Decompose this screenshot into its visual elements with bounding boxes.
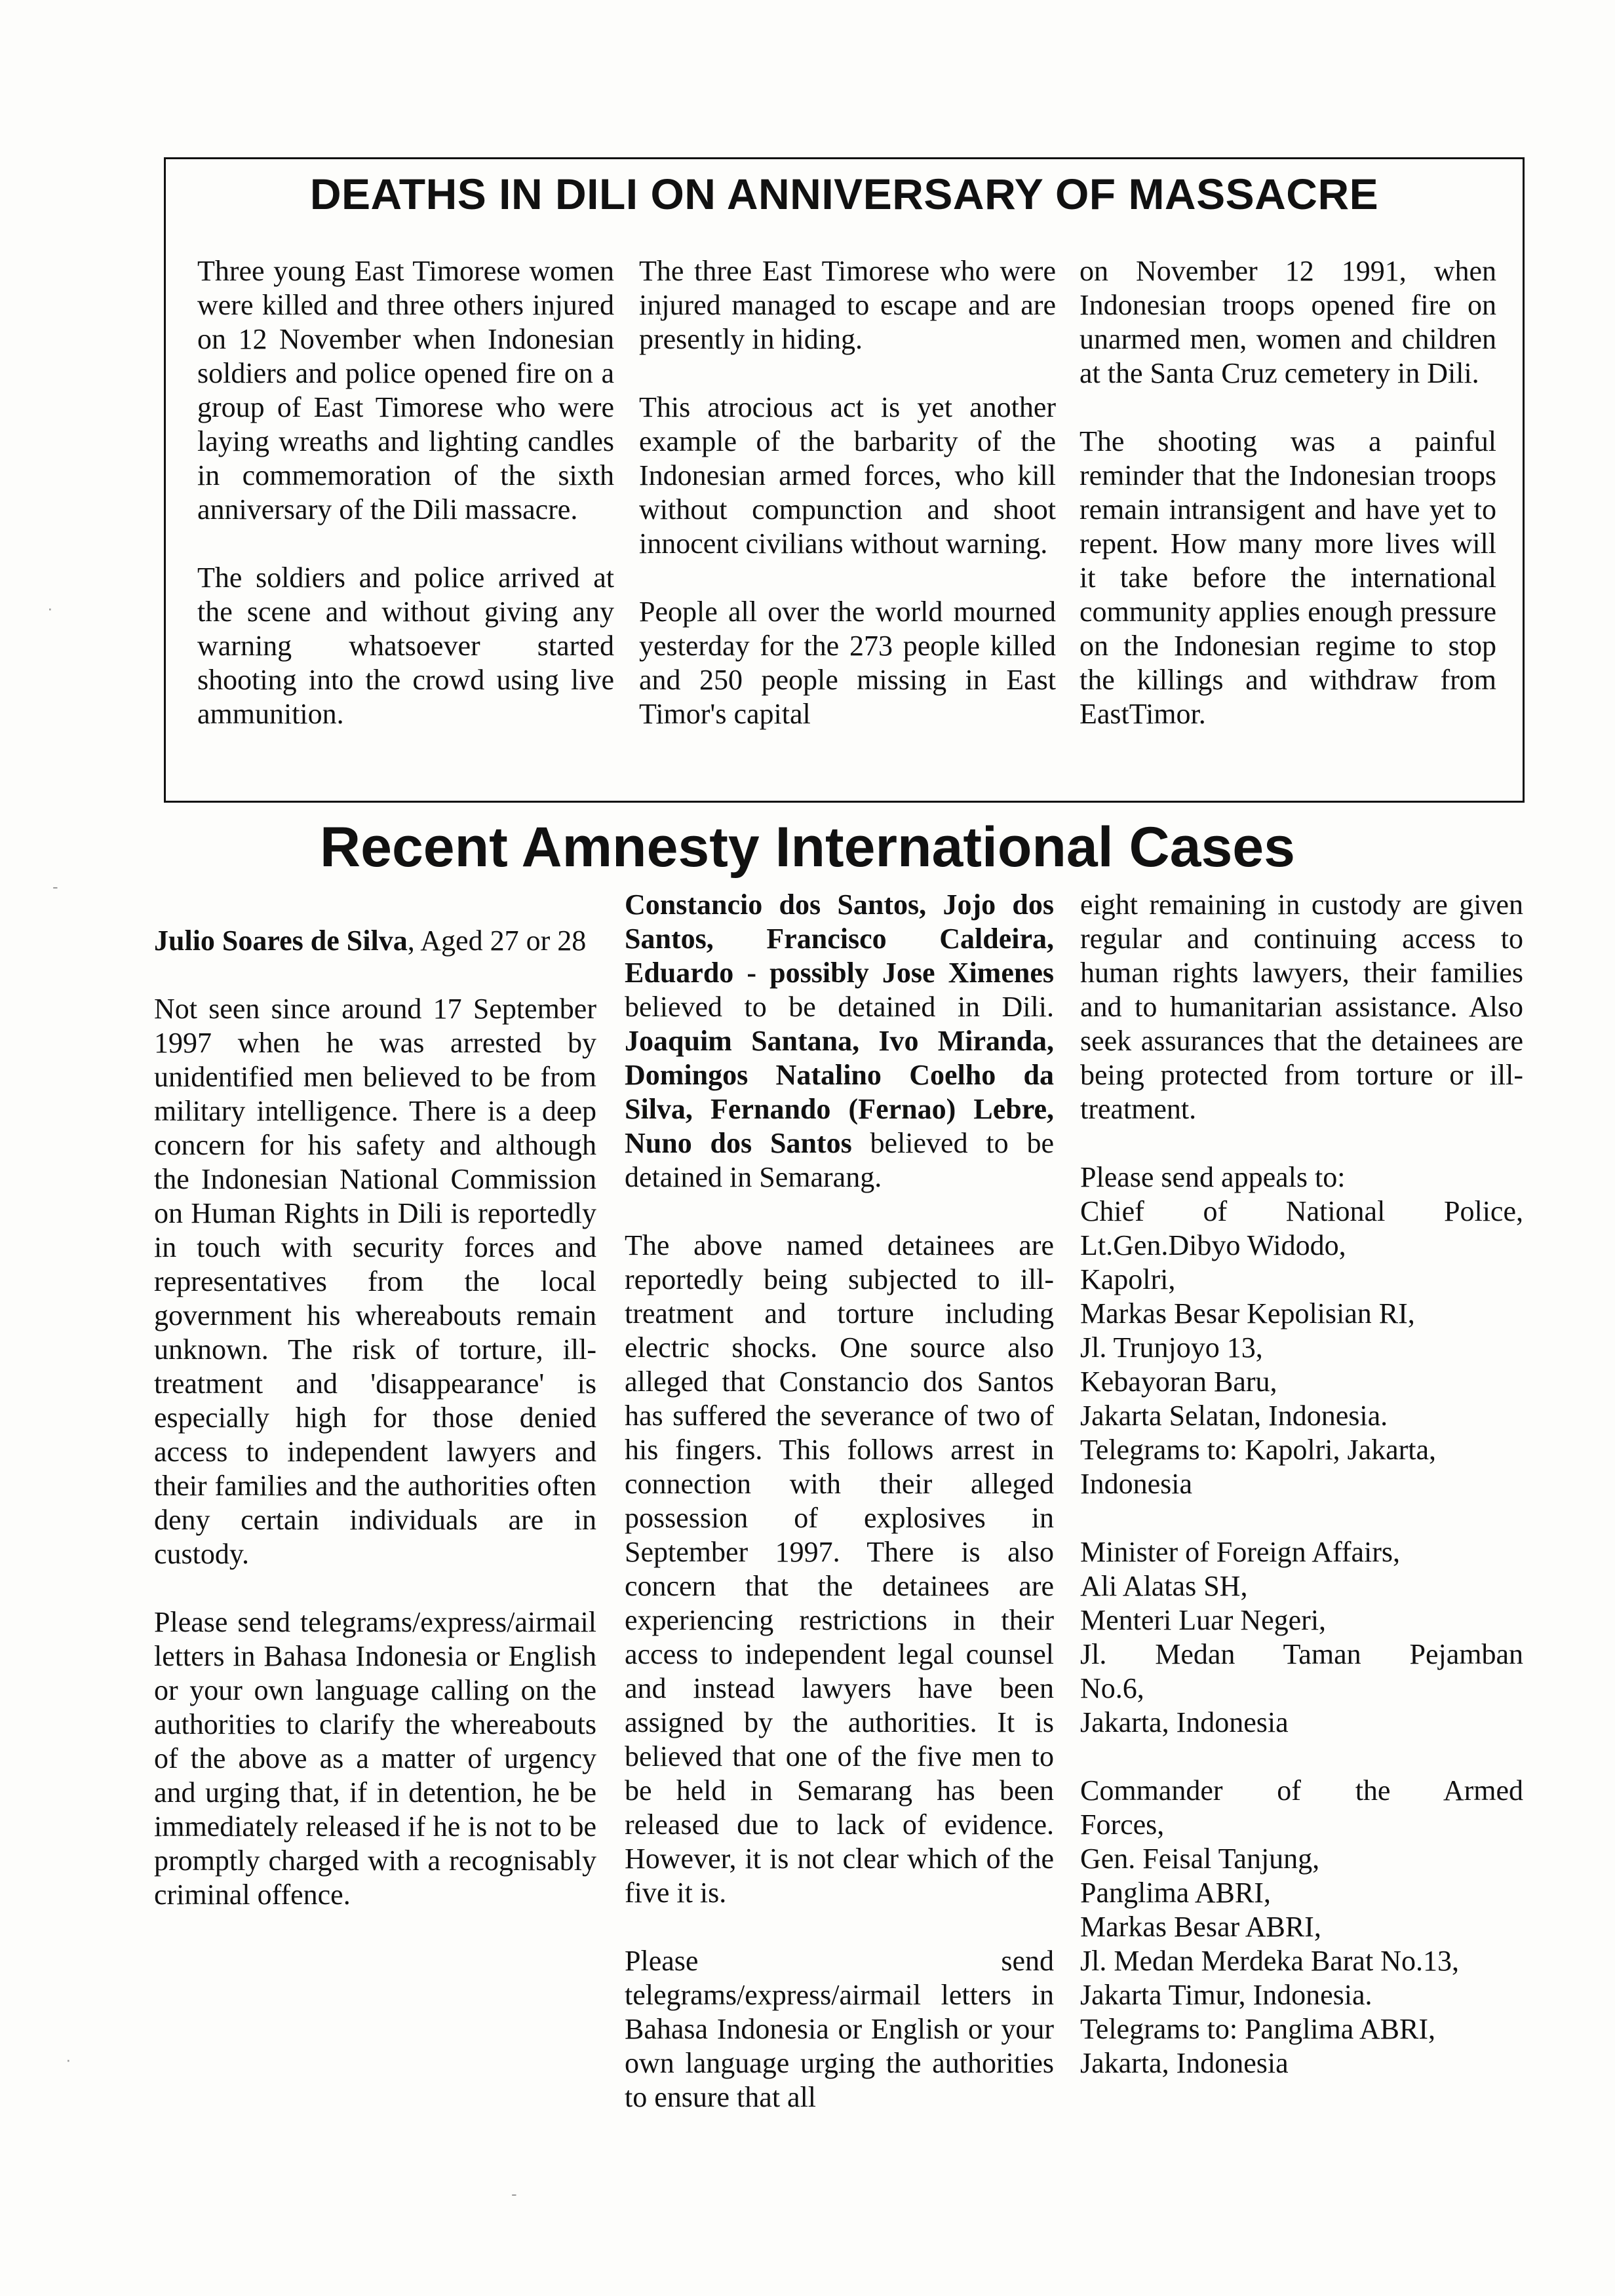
news-box xyxy=(164,157,1525,803)
address-line: Telegrams to: Panglima ABRI, xyxy=(1080,2013,1435,2045)
address-line: Lt.Gen.Dibyo Widodo, xyxy=(1080,1229,1346,1261)
address-line: Gen. Feisal Tanjung, xyxy=(1080,1843,1320,1875)
box-column-3 xyxy=(1080,254,1496,731)
scan-speck: - xyxy=(511,2184,517,2204)
address-line: Markas Besar ABRI, xyxy=(1080,1911,1321,1943)
box-column-1 xyxy=(197,254,614,731)
address-line: Jl. Medan Taman Pejamban xyxy=(1080,1638,1523,1670)
address-line: Kapolri, xyxy=(1080,1263,1176,1295)
case-name: Julio Soares de Silva xyxy=(154,925,408,957)
paragraph: The above named detainees are reportedly being subjected to ill-treatment and torture including electric shocks. One source also alleged that Constancio dos Santos has suffered the severance of two of his fingers. This follows arrest in connection with their alleged possession of explosives in September 1997. There is also concern that the detainees are experiencing restrictions in their access to independent legal counsel and instead lawyers have been assigned by the authorities. It is believed that one of the five men to be held in Semarang has been released due to lack of evidence. However, it is not clear which of the five it is. xyxy=(625,1229,1054,1909)
paragraph: People all over the world mourned yesterday for the 273 people killed and 250 people missing in East Timor's capital xyxy=(639,596,1056,730)
address-line: Jl. Trunjoyo 13, xyxy=(1080,1331,1263,1364)
paragraph: The three East Timorese who were injured managed to escape and are presently in hiding. xyxy=(639,255,1056,355)
appeals-block xyxy=(1080,1160,1523,1501)
paragraph: eight remaining in custody are given regular and continuing access to human rights lawyers, their families and to humanitarian assistance. Also seek assurances that the detainees are being protected from torture or ill-treatment. xyxy=(1080,889,1523,1125)
address-line: Jakarta, Indonesia xyxy=(1080,2047,1289,2079)
address-line: Telegrams to: Kapolri, Jakarta, xyxy=(1080,1434,1437,1466)
detainee-location-dili: believed to be detained in Dili. xyxy=(625,991,1054,1023)
section-title: Recent Amnesty International Cases xyxy=(320,816,1295,879)
appeals-intro: Please send appeals to: xyxy=(1080,1161,1346,1193)
scan-speck: - xyxy=(52,877,58,896)
address-line: Jakarta Timur, Indonesia. xyxy=(1080,1979,1372,2011)
address-line: Jakarta, Indonesia xyxy=(1080,1706,1289,1738)
address-line: Markas Besar Kepolisian RI, xyxy=(1080,1297,1415,1330)
address-block xyxy=(1080,1774,1523,2080)
address-line: Forces, xyxy=(1080,1808,1165,1841)
detainee-names-semarang: Joaquim Santana, Ivo Miranda, Domingos Natalino Coelho da Silva, Fernando (Fernao) Lebre, Nuno dos Santos xyxy=(625,1025,1054,1159)
address-line: Minister of Foreign Affairs, xyxy=(1080,1536,1401,1568)
address-line: Kebayoran Baru, xyxy=(1080,1366,1277,1398)
address-line: Panglima ABRI, xyxy=(1080,1877,1271,1909)
case-heading xyxy=(154,924,596,958)
box-column-2 xyxy=(639,254,1056,731)
paragraph: on November 12 1991, when Indonesian troops opened fire on unarmed men, women and children at the Santa Cruz cemetery in Dili. xyxy=(1080,255,1496,389)
cases-column-2 xyxy=(625,888,1054,2114)
paragraph: The shooting was a painful reminder that the Indonesian troops remain intransigent and have yet to repent. How many more lives will it take before the international community applies enough pressure on the Indonesian regime to stop the killings and withdraw from EastTimor. xyxy=(1080,425,1496,730)
detainee-list xyxy=(625,888,1054,1195)
address-line: No.6, xyxy=(1080,1672,1144,1704)
paragraph: Please send telegrams/express/airmail letters in Bahasa Indonesia or English or your own language urging the authorities to ensure that all xyxy=(625,1945,1054,2113)
scan-speck: · xyxy=(66,2050,71,2069)
detainee-names-dili: Constancio dos Santos, Jojo dos Santos, Francisco Caldeira, Eduardo - possibly Jose Ximenes xyxy=(625,889,1054,989)
address-line: Commander of the Armed xyxy=(1080,1774,1523,1807)
paragraph: This atrocious act is yet another example of the barbarity of the Indonesian armed forces, who kill without compunction and shoot innocent civilians without warning. xyxy=(639,391,1056,560)
cases-column-3 xyxy=(1080,888,1523,2080)
address-line: Jl. Medan Merdeka Barat No.13, xyxy=(1080,1945,1459,1977)
scan-speck: · xyxy=(47,598,53,618)
paragraph: Not seen since around 17 September 1997 when he was arrested by unidentified men believed to be from military intelligence. There is a deep concern for his safety and although the Indonesian National Commission on Human Rights in Dili is reportedly in touch with security forces and representatives from the local government his whereabouts remain unknown. The risk of torture, ill-treatment and 'disappearance' is especially high for those denied access to independent lawyers and their families and the authorities often deny certain individuals are in custody. xyxy=(154,993,596,1570)
cases-column-1 xyxy=(154,924,596,1912)
case-age: , Aged 27 or 28 xyxy=(407,925,587,957)
address-line: Indonesia xyxy=(1080,1468,1193,1500)
address-line: Jakarta Selatan, Indonesia. xyxy=(1080,1400,1388,1432)
address-line: Ali Alatas SH, xyxy=(1080,1570,1248,1602)
address-block xyxy=(1080,1535,1523,1740)
box-headline: DEATHS IN DILI ON ANNIVERSARY OF MASSACRE xyxy=(309,170,1379,218)
paragraph: Please send telegrams/express/airmail letters in Bahasa Indonesia or English or your own language calling on the authorities to clarify the whereabouts of the above as a matter of urgency and urging that, if in detention, he be immediately released if he is not to be promptly charged with a recognisably criminal offence. xyxy=(154,1606,596,1911)
address-line: Chief of National Police, xyxy=(1080,1195,1523,1227)
paragraph: The soldiers and police arrived at the scene and without giving any warning whatsoever started shooting into the crowd using live ammunition. xyxy=(197,562,614,730)
address-line: Menteri Luar Negeri, xyxy=(1080,1604,1327,1636)
paragraph: Three young East Timorese women were killed and three others injured on 12 November when Indonesian soldiers and police opened fire on a group of East Timorese who were laying wreaths and lighting candles in commemoration of the sixth anniversary of the Dili massacre. xyxy=(197,255,614,526)
detainee-location-semarang: believed to be detained in Semarang. xyxy=(625,1127,1054,1193)
